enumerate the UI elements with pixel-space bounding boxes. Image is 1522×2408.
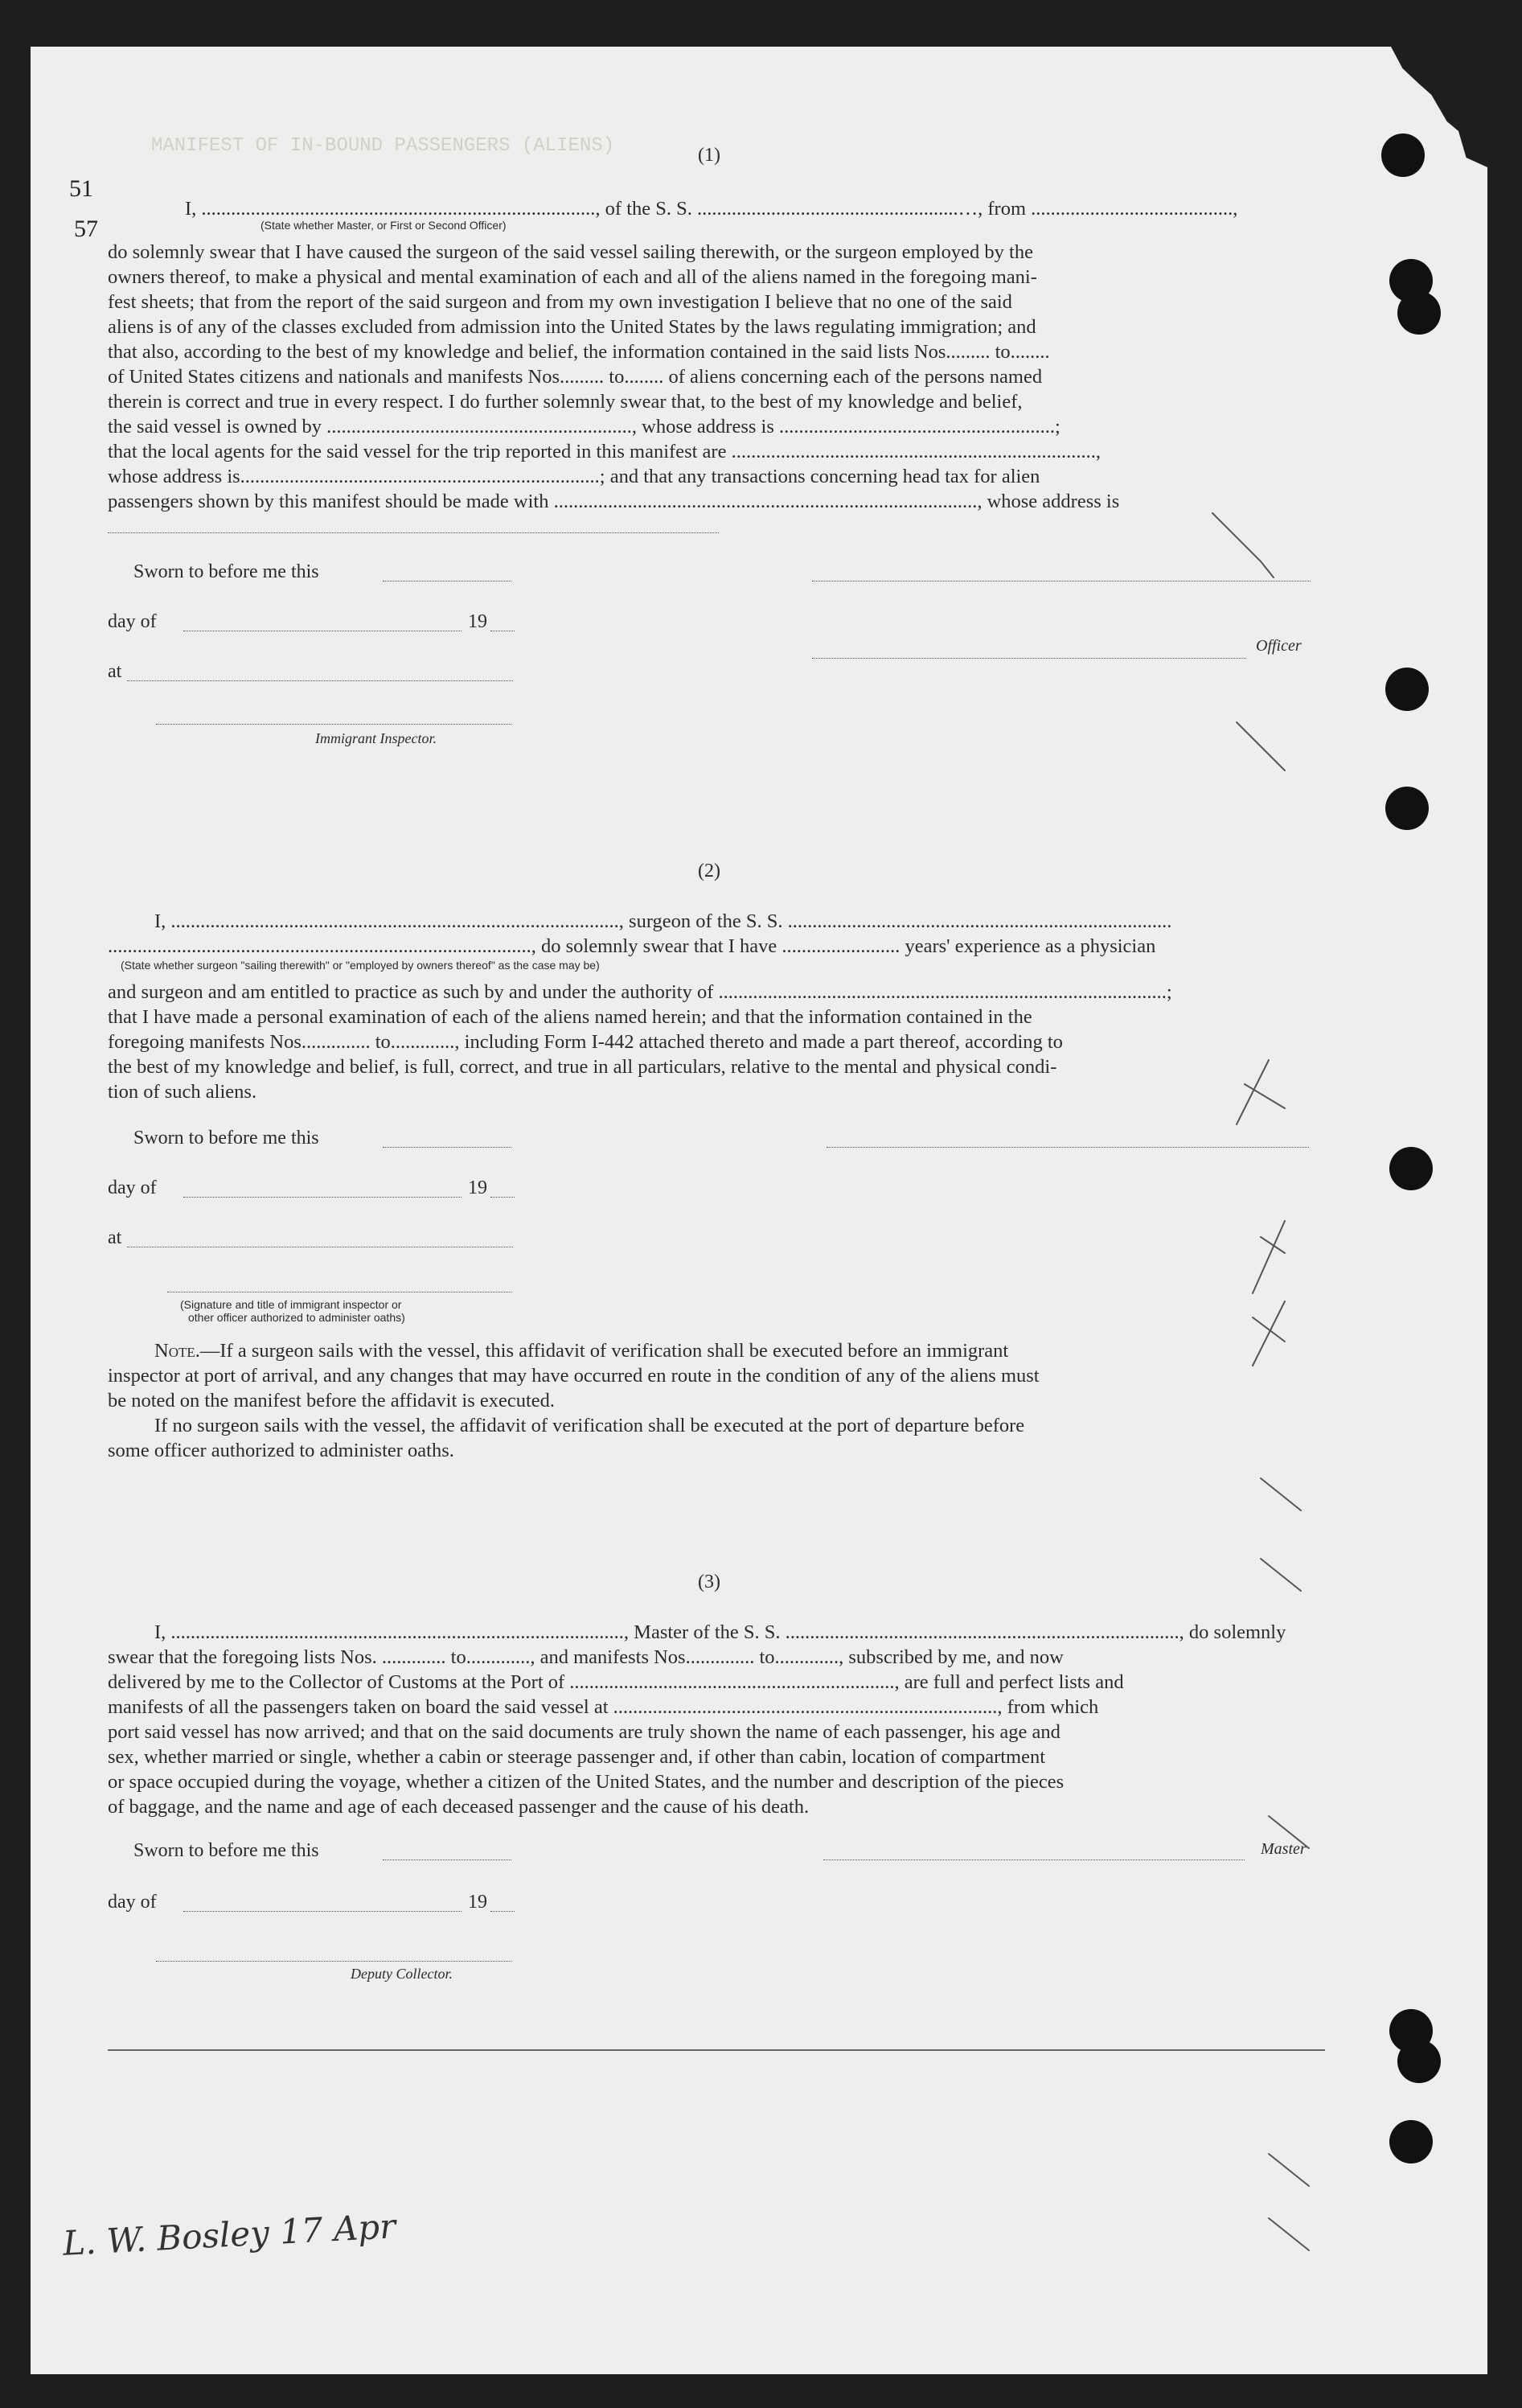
text-line: of baggage, and the name and age of each deceased passenger and the cause of his death. bbox=[108, 1796, 810, 1818]
text-line: I, ................................................................................, of the S. S. .....................................................…, from ........................................., bbox=[185, 198, 1238, 220]
text-line: aliens is of any of the classes excluded from admission into the United States by the laws regulating immigration; and bbox=[108, 316, 1036, 338]
check-mark bbox=[1269, 2218, 1309, 2250]
text-line: or space occupied during the voyage, whether a citizen of the United States, and the number and description of the pieces bbox=[108, 1771, 1065, 1793]
check-mark bbox=[1237, 1060, 1285, 1124]
bleed-through-text: MANIFEST OF IN-BOUND PASSENGERS (ALIENS) bbox=[151, 135, 615, 157]
text-line: If no surgeon sails with the vessel, the affidavit of verification shall be executed at the port of departure before bbox=[154, 1415, 1025, 1436]
day-label: day of bbox=[108, 611, 157, 632]
text-line: some officer authorized to administer oaths. bbox=[108, 1440, 454, 1461]
sworn-label: Sworn to before me this bbox=[133, 561, 319, 582]
master-label: Master bbox=[1261, 1840, 1307, 1858]
text-line: delivered by me to the Collector of Customs at the Port of .................................................................., are full and perfect lists and bbox=[108, 1671, 1124, 1693]
note-label: Note. bbox=[154, 1340, 200, 1362]
text-line: tion of such aliens. bbox=[108, 1081, 257, 1103]
text-line: foregoing manifests Nos.............. to............., including Form I-442 attached thereto and made a part thereof, according to bbox=[108, 1031, 1063, 1053]
section-2-heading: (2) bbox=[698, 861, 720, 881]
text-line: that I have made a personal examination of each of the aliens named herein; and that the information contained in the bbox=[108, 1006, 1032, 1028]
margin-number: 57 bbox=[74, 216, 98, 242]
text-line: port said vessel has now arrived; and that on the said documents are truly shown the name of each passenger, his age and bbox=[108, 1721, 1060, 1743]
section-1-heading: (1) bbox=[698, 145, 720, 166]
check-mark bbox=[1212, 513, 1274, 577]
margin-number: 51 bbox=[69, 175, 93, 202]
check-mark bbox=[1269, 1816, 1309, 1848]
year-label: 19 bbox=[468, 1177, 487, 1198]
collector-label: Deputy Collector. bbox=[351, 1966, 453, 1982]
note-line: —If a surgeon sails with the vessel, this affidavit of verification shall be executed before an immigrant bbox=[199, 1340, 1009, 1362]
check-mark bbox=[1261, 1559, 1301, 1591]
text-line: sex, whether married or single, whether a cabin or steerage passenger and, if other than cabin, location of compartment bbox=[108, 1746, 1046, 1768]
check-mark bbox=[1237, 722, 1285, 770]
text-line: therein is correct and true in every respect. I do further solemnly swear that, to the best of my knowledge and belief, bbox=[108, 391, 1023, 413]
at-label: at bbox=[108, 1227, 122, 1248]
text-line: manifests of all the passengers taken on board the said vessel at .............................................................................., from which bbox=[108, 1696, 1099, 1718]
year-label: 19 bbox=[468, 611, 487, 632]
at-label: at bbox=[108, 661, 122, 682]
sworn-label: Sworn to before me this bbox=[133, 1840, 319, 1861]
check-mark bbox=[1253, 1301, 1285, 1366]
text-line: swear that the foregoing lists Nos. ............. to............., and manifests Nos.............. to............., subscribed by me, and now bbox=[108, 1646, 1064, 1668]
document-page bbox=[31, 47, 1487, 2374]
year-label: 19 bbox=[468, 1892, 487, 1913]
text-line: I, ............................................................................................, Master of the S. S. ................................................................................, do solemnly bbox=[154, 1621, 1286, 1643]
day-label: day of bbox=[108, 1177, 157, 1198]
text-line: the said vessel is owned by .............................................................., whose address is ........................................................; bbox=[108, 416, 1060, 438]
signature-caption: (Signature and title of immigrant inspector or bbox=[180, 1298, 402, 1311]
text-line: I, ..........................................................................................., surgeon of the S. S. .............................................................................. bbox=[154, 910, 1172, 932]
text-line: that also, according to the best of my knowledge and belief, the information contained in the said lists Nos......... to........ bbox=[108, 341, 1050, 363]
sworn-label: Sworn to before me this bbox=[133, 1128, 319, 1149]
section-3-heading: (3) bbox=[698, 1572, 720, 1592]
surgeon-caption: (State whether surgeon "sailing therewith" or "employed by owners thereof" as the case may be) bbox=[121, 959, 600, 972]
day-label: day of bbox=[108, 1892, 157, 1913]
text-line: and surgeon and am entitled to practice as such by and under the authority of ...........................................................................................; bbox=[108, 981, 1172, 1003]
text-line: inspector at port of arrival, and any changes that may have occurred en route in the condition of any of the aliens must bbox=[108, 1365, 1040, 1387]
text-line: the best of my knowledge and belief, is full, correct, and true in all particulars, relative to the mental and physical condi- bbox=[108, 1056, 1057, 1078]
text-line: whose address is.........................................................................; and that any transactions concerning head tax for alien bbox=[108, 466, 1040, 487]
signature-caption: other officer authorized to administer oaths) bbox=[188, 1311, 405, 1324]
handwritten-annotation: L. W. Bosley 17 Apr bbox=[62, 2206, 397, 2263]
text-line: passengers shown by this manifest should be made with ......................................................................................, whose address is bbox=[108, 491, 1120, 512]
text-line: that the local agents for the said vessel for the trip reported in this manifest are .........................................................................., bbox=[108, 441, 1101, 462]
text-line: be noted on the manifest before the affidavit is executed. bbox=[108, 1390, 556, 1412]
check-mark bbox=[1253, 1221, 1285, 1293]
role-caption: (State whether Master, or First or Second Officer) bbox=[261, 219, 507, 232]
text-line: fest sheets; that from the report of the said surgeon and from my own investigation I believe that no one of the said bbox=[108, 291, 1012, 313]
officer-label: Officer bbox=[1256, 637, 1302, 655]
inspector-label: Immigrant Inspector. bbox=[315, 730, 437, 746]
text-line: ......................................................................................, do solemnly swear that I have ........................ years' experience as a physician bbox=[108, 935, 1156, 957]
text-line: owners thereof, to make a physical and mental examination of each and all of the aliens named in the foregoing mani- bbox=[108, 266, 1037, 288]
text-line: do solemnly swear that I have caused the surgeon of the said vessel sailing therewith, or the surgeon employed by the bbox=[108, 241, 1033, 263]
text-line: of United States citizens and nationals and manifests Nos......... to........ of aliens concerning each of the persons named bbox=[108, 366, 1043, 388]
check-mark bbox=[1261, 1478, 1301, 1510]
check-mark bbox=[1269, 2154, 1309, 2186]
check-marks bbox=[31, 47, 1487, 2374]
